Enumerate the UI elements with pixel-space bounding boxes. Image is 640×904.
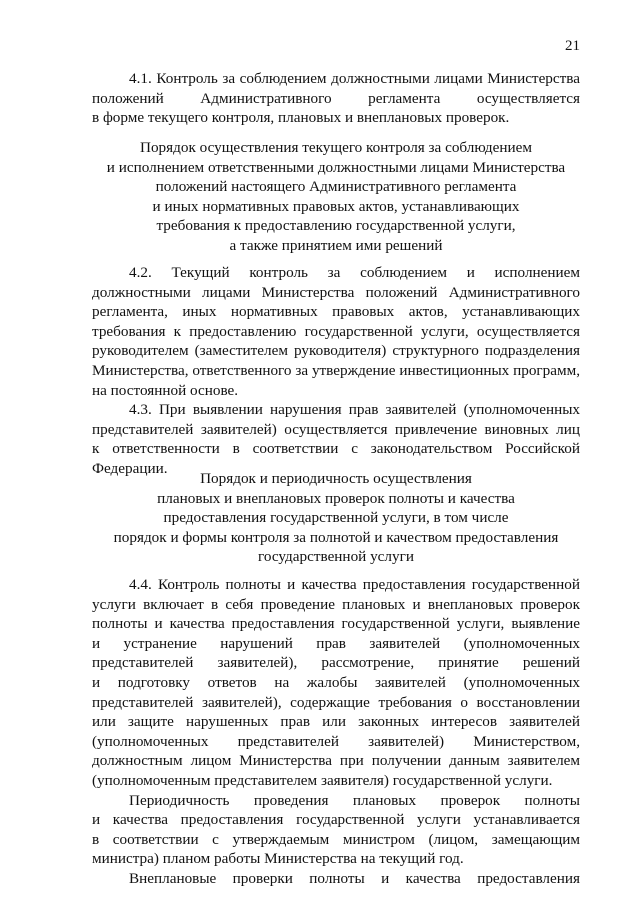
- text-line: министра) планом работы Министерства на текущий год.: [92, 850, 464, 868]
- text-line: (уполномоченным представителем заявителя) государственной услуги.: [92, 771, 553, 789]
- text-line: руководителем (заместителем руководителя) структурного подразделения: [92, 342, 580, 360]
- text-line: должностным лицом Министерства при получении данным заявителем: [92, 752, 580, 770]
- paragraph-4-2-4-3: [92, 263, 580, 479]
- text-line: в форме текущего контроля, плановых и внеплановых проверок.: [92, 109, 510, 127]
- text-line: и подготовку ответов на жалобы заявителей (уполномоченных: [92, 673, 580, 691]
- text-line: 4.4. Контроль полноты и качества предоставления государственной: [129, 576, 580, 593]
- text-line: полноты и качества предоставления государственной услуги, выявление: [92, 615, 580, 633]
- text-line: требования к предоставлению государственной услуги,: [156, 217, 516, 235]
- text-line: порядок и формы контроля за полнотой и качеством предоставления: [113, 528, 559, 546]
- text-line: на постоянной основе.: [92, 381, 239, 399]
- text-line: Министерства, ответственного за утверждение инвестиционных программ,: [92, 361, 580, 379]
- text-line: представителей заявителей) осуществляется привлечение виновных лиц: [92, 420, 580, 438]
- text-line: Порядок осуществления текущего контроля за соблюдением: [139, 139, 533, 156]
- paragraph-4-1: [92, 69, 580, 128]
- paragraph-4-4: [92, 575, 580, 889]
- text-line: требования к предоставлению государственной услуги, осуществляется: [92, 322, 580, 340]
- text-line: 4.1. Контроль за соблюдением должностными лицами Министерства: [129, 70, 580, 87]
- text-line: (уполномоченных представителей заявителей) Министерством,: [92, 732, 580, 750]
- text-line: представителей заявителей), содержащие требования о восстановлении: [92, 693, 580, 711]
- text-line: Порядок и периодичность осуществления: [200, 470, 472, 487]
- text-line: или защите нарушенных прав или законных интересов заявителей: [92, 713, 580, 731]
- text-line: Федерации.: [92, 459, 168, 477]
- text-line: Периодичность проведения плановых проверок полноты: [129, 791, 580, 809]
- text-line: представителей заявителей), рассмотрение, принятие решений: [92, 654, 580, 672]
- text-line: положений настоящего Административного регламента: [155, 178, 517, 196]
- text-line: и устранение нарушений прав заявителей (уполномоченных: [92, 634, 580, 652]
- text-line: Внеплановые проверки полноты и качества предоставления: [129, 869, 580, 887]
- text-line: и качества предоставления государственной услуги устанавливается: [92, 811, 580, 829]
- text-line: а также принятием ими решений: [229, 236, 443, 254]
- text-line: 4.3. При выявлении нарушения прав заявителей (уполномоченных: [129, 401, 580, 419]
- text-line: и иных нормативных правовых актов, устанавливающих: [152, 197, 520, 215]
- text-line: регламента, иных нормативных правовых актов, устанавливающих: [92, 303, 580, 321]
- text-line: предоставления государственной услуги, в том числе: [163, 509, 509, 527]
- text-line: положений Административного регламента осуществляется: [92, 89, 580, 107]
- page-number: 21: [565, 38, 580, 54]
- text-line: в соответствии с утверждаемым министром (лицом, замещающим: [92, 830, 580, 848]
- text-line: и исполнением ответственными должностными лицами Министерства: [106, 158, 566, 176]
- text-line: 4.2. Текущий контроль за соблюдением и исполнением: [129, 264, 580, 281]
- section-heading-inspections: [92, 469, 580, 567]
- text-line: услуги включает в себя проведение плановых и внеплановых проверок: [92, 595, 580, 613]
- section-heading-current-control: [92, 138, 580, 256]
- text-line: к ответственности в соответствии с законодательством Российской: [92, 440, 580, 458]
- text-line: государственной услуги: [258, 548, 414, 566]
- text-line: плановых и внеплановых проверок полноты и качества: [157, 489, 515, 507]
- text-line: должностными лицами Министерства положений Административного: [92, 283, 580, 301]
